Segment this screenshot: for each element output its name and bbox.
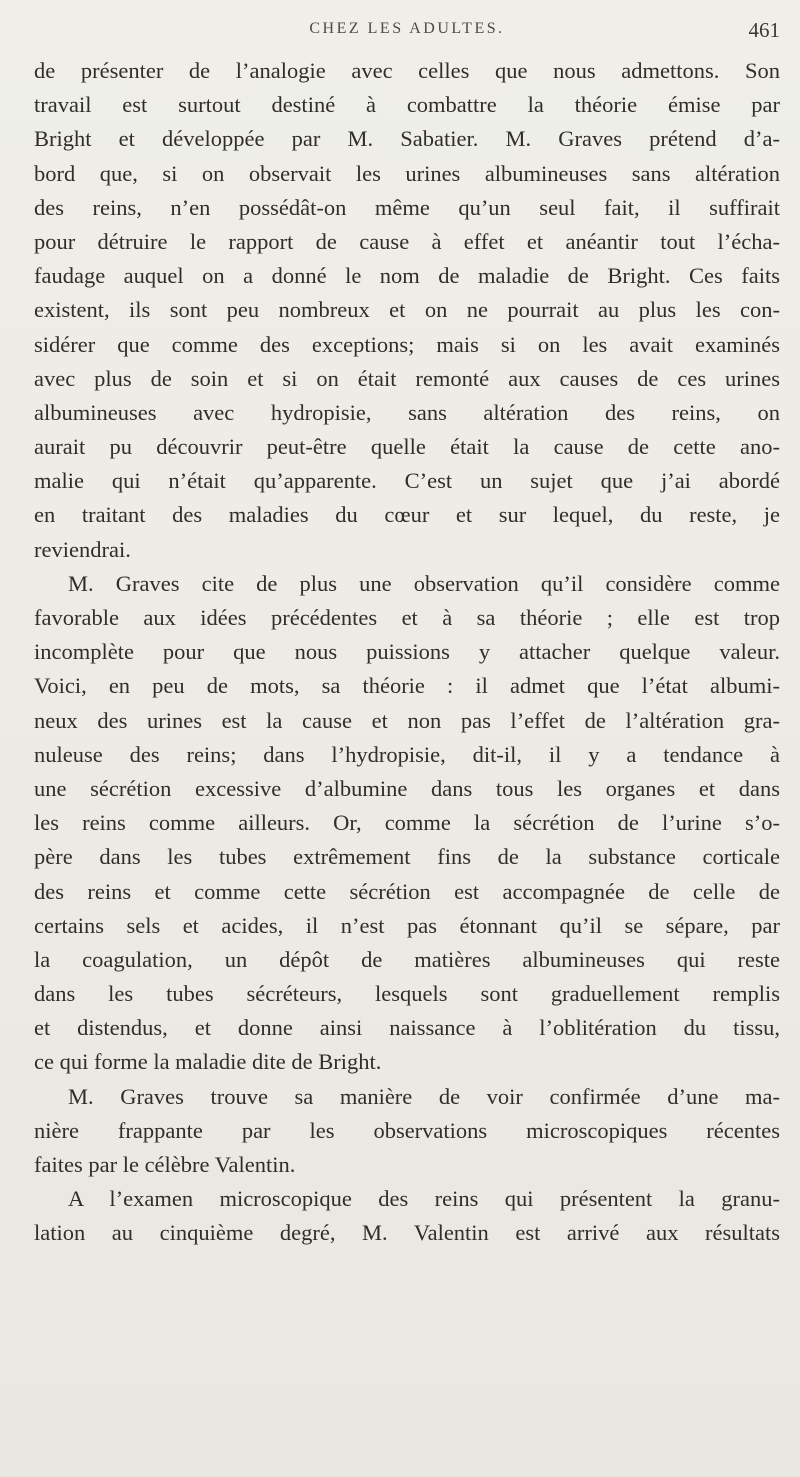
text-line: M. Graves cite de plus une observation qu’il considère comme <box>68 570 780 596</box>
text-line: des reins, n’en possédât-on même qu’un seul fait, il suffirait <box>34 194 780 220</box>
page-number: 461 <box>748 18 780 42</box>
text-line: Bright et développée par M. Sabatier. M. Graves prétend d’a- <box>34 126 780 152</box>
text-line: ce qui forme la maladie dite de Bright. <box>34 1049 382 1075</box>
text-line: favorable aux idées précédentes et à sa théorie ; elle est trop <box>34 605 780 630</box>
text-line: nière frappante par les observations microscopiques récentes <box>34 1117 780 1143</box>
running-title: CHEZ LES ADULTES. <box>309 20 505 37</box>
text-line: nuleuse des reins; dans l’hydropisie, dit-il, il y a tendance à <box>34 741 780 767</box>
text-line: incomplète pour que nous puissions y attacher quelque valeur. <box>34 639 780 665</box>
text-line: faudage auquel on a donné le nom de maladie de Bright. Ces faits <box>34 263 780 289</box>
text-line: aurait pu découvrir peut-être quelle était la cause de cette ano- <box>34 434 780 460</box>
text-line: la coagulation, un dépôt de matières albumineuses qui reste <box>34 946 780 972</box>
text-line: avec plus de soin et si on était remonté aux causes de ces urines <box>34 365 780 391</box>
text-line: certains sels et acides, il n’est pas étonnant qu’il se sépare, par <box>34 912 780 938</box>
text-line: albumineuses avec hydropisie, sans altération des reins, on <box>34 399 780 425</box>
text-line: M. Graves trouve sa manière de voir confirmée d’une ma- <box>68 1083 780 1109</box>
text-line: pour détruire le rapport de cause à effet et anéantir tout l’écha- <box>34 228 780 254</box>
text-line: des reins et comme cette sécrétion est accompagnée de celle de <box>34 878 780 904</box>
text-line: A l’examen microscopique des reins qui présentent la granu- <box>68 1186 780 1212</box>
running-head <box>34 20 780 50</box>
text-line: malie qui n’était qu’apparente. C’est un sujet que j’ai abordé <box>34 468 780 494</box>
text-line: de présenter de l’analogie avec celles que nous admettons. Son <box>34 58 780 83</box>
text-line: neux des urines est la cause et non pas l’effet de l’altération gra- <box>34 707 780 733</box>
text-line: faites par le célèbre Valentin. <box>34 1152 296 1177</box>
text-line: existent, ils sont peu nombreux et on ne pourrait au plus les con- <box>34 297 780 323</box>
text-line: dans les tubes sécréteurs, lesquels sont graduellement remplis <box>34 981 780 1007</box>
text-line: en traitant des maladies du cœur et sur lequel, du reste, je <box>34 502 780 528</box>
text-line: Voici, en peu de mots, sa théorie : il admet que l’état albumi- <box>34 673 780 699</box>
text-line: une sécrétion excessive d’albumine dans tous les organes et dans <box>34 775 780 801</box>
text-line: bord que, si on observait les urines albumineuses sans altération <box>34 160 780 186</box>
text-line: travail est surtout destiné à combattre la théorie émise par <box>34 92 780 118</box>
text-line: père dans les tubes extrêmement fins de la substance corticale <box>34 844 780 870</box>
text-line: lation au cinquième degré, M. Valentin est arrivé aux résultats <box>34 1220 780 1246</box>
text-line: et distendus, et donne ainsi naissance à l’oblitération du tissu, <box>34 1015 780 1041</box>
text-line: sidérer que comme des exceptions; mais si on les avait examinés <box>34 331 780 357</box>
text-line: les reins comme ailleurs. Or, comme la sécrétion de l’urine s’o- <box>34 810 780 836</box>
body-text <box>34 54 780 1251</box>
text-line: reviendrai. <box>34 536 131 562</box>
